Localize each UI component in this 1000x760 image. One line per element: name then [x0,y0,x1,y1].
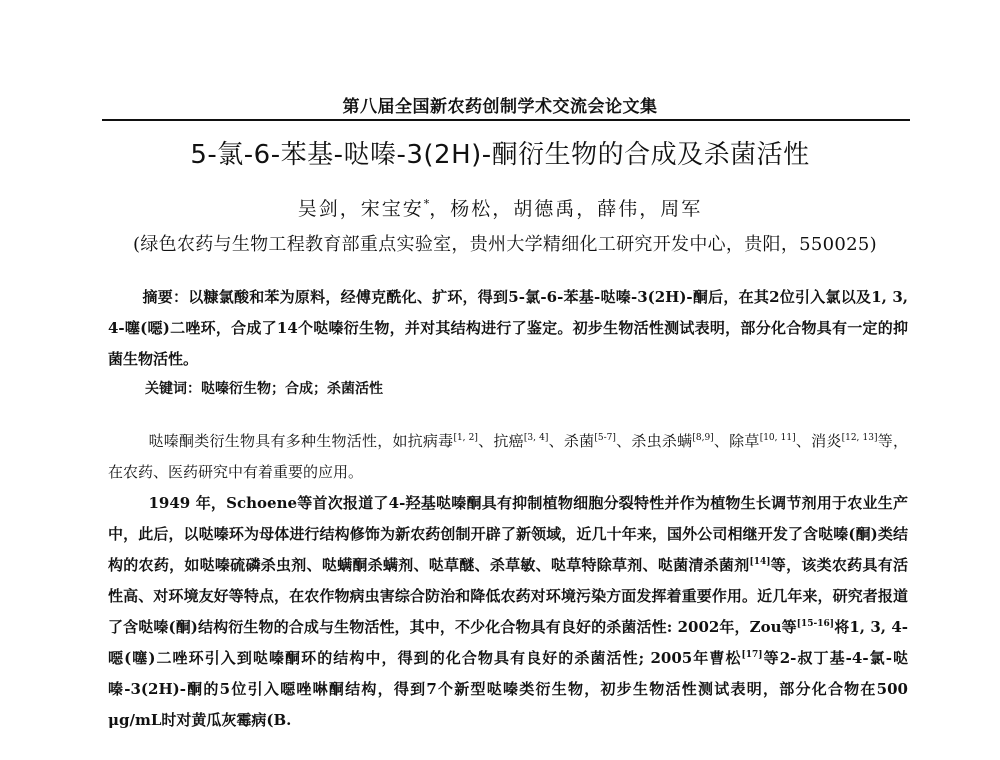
citation-ref: [12, 13] [841,433,878,443]
keywords [145,374,845,405]
paragraph-text: 、消炎 [795,432,842,450]
paragraph-text: 等，在农药、医药研究中有着重要的应用。 [108,432,908,481]
paragraph-text: 等2-叔丁基-4-氯-哒嗪-3(2H)-酮的5位引入噁唑啉酮结构，得到7个新型哒嗪类衍生物，初步生物活性测试表明，部分化合物在500 μg/mL时对黄瓜灰霉病(B. [108,649,908,729]
paragraph-text: 哒嗪酮类衍生物具有多种生物活性，如抗病毒 [148,432,454,450]
citation-ref: [1, 2] [453,433,478,443]
paragraph-text: 、除草 [713,432,760,450]
citation-ref: [3, 4] [523,433,549,443]
citation-ref: [14] [749,557,771,567]
abstract [108,282,908,375]
abstract-text: 以糠氯酸和苯为原料，经傅克酰化、扩环，得到5-氯-6-苯基-哒嗪-3(2H)-酮后，在其2位引入氯以及1, 3, 4-噻(噁)二唑环，合成了14个哒嗪衍生物，并对其结构进行了鉴定。初步生物活性测试表明，部分化合物具有一定的抑菌生物活性。 [108,288,908,368]
keywords-label: 关键词： [145,381,201,397]
intro-paragraph-1 [108,426,908,488]
paragraph-text: 等，该类农药具有活性高、对环境友好等特点，在农作物病虫害综合防治和降低农药对环境污染方面发挥着重要作用。近几年来，研究者报道了含哒嗪(酮)结构衍生物的合成与生物活性，其中，不少化合物具有良好的杀菌活性: 2002年，Zou等 [108,556,908,636]
running-header: 第八届全国新农药创制学术交流会论文集 [342,97,658,117]
abstract-label: 摘要： [142,288,189,306]
paragraph-text: 、杀菌 [548,432,595,450]
citation-ref: [17] [741,650,763,660]
author-names-rest: ，杨松，胡德禹，薛伟，周军 [429,198,703,220]
paragraph-text: 、杀虫杀螨 [615,432,693,450]
citation-ref: [10, 11] [759,433,796,443]
header-rule [102,119,910,121]
author-names-lead: 吴剑，宋宝安 [297,198,424,220]
citation-ref: [8,9] [692,433,714,443]
paragraph-text: 将1, 3, 4-噁(噻)二唑环引入到哒嗪酮环的结构中，得到的化合物具有良好的杀菌活性; 2005年曹松 [108,618,908,667]
citation-ref: [5-7] [594,433,616,443]
keywords-text: 哒嗪衍生物；合成；杀菌活性 [201,381,383,397]
paragraph-text: 、抗癌 [477,432,524,450]
introduction [108,426,908,736]
intro-paragraph-2 [108,488,908,736]
citation-ref: [15-16] [796,619,835,629]
paper-title: 5-氯-6-苯基-哒嗪-3(2H)-酮衍生物的合成及杀菌活性 [190,140,810,170]
author-list [200,194,800,221]
paragraph-text: 1949 年，Schoene等首次报道了4-羟基哒嗪酮具有抑制植物细胞分裂特性并作为植物生长调节剂用于农业生产中，此后，以哒嗪环为母体进行结构修饰为新农药创制开辟了新领域，近几十年来，国外公司相继开发了含哒嗪(酮)类结构的农药，如哒嗪硫磷杀虫剂、哒螨酮杀螨剂、哒草醚、杀草敏、哒草特除草剂、哒菌清杀菌剂 [108,494,908,574]
affiliation: (绿色农药与生物工程教育部重点实验室，贵州大学精细化工研究开发中心，贵阳，550025) [133,234,877,255]
corresponding-author-mark: * [423,197,430,211]
